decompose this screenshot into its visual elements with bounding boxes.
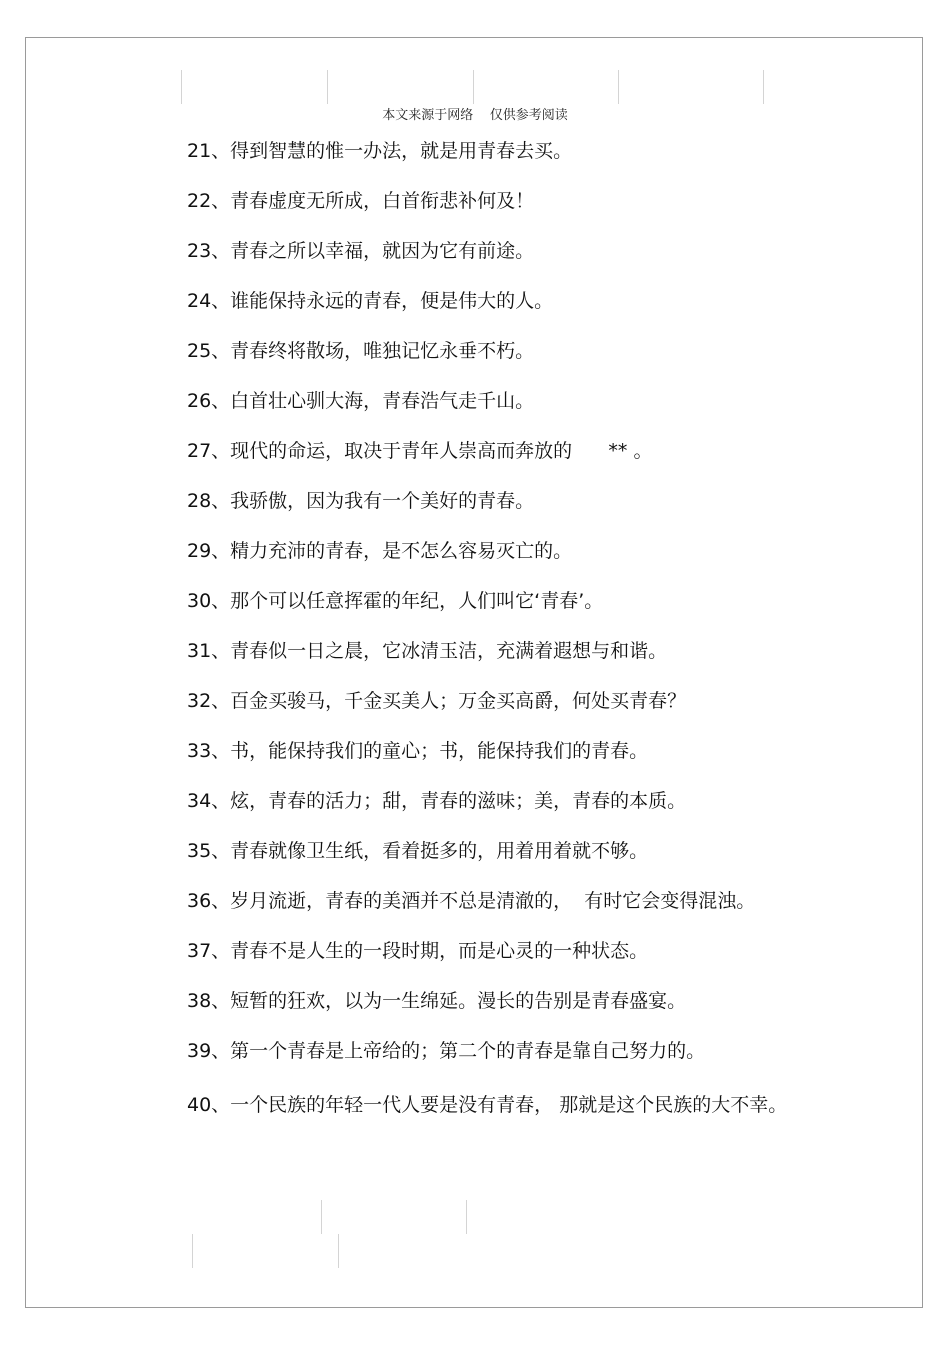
quote-list bbox=[143, 135, 823, 1125]
quote-item: 38、短暂的狂欢，以为一生绵延。漫长的告别是青春盛宴。 bbox=[187, 990, 687, 1012]
source-note: 本文来源于网络 仅供参考阅读 bbox=[382, 108, 568, 123]
quote-item: 32、百金买骏马，千金买美人；万金买高爵，何处买青春？ bbox=[187, 690, 687, 712]
quote-item: 24、谁能保持永远的青春，便是伟大的人。 bbox=[187, 290, 554, 312]
top-rule-1 bbox=[181, 70, 182, 104]
top-rule-3 bbox=[473, 70, 474, 104]
quote-item: 23、青春之所以幸福，就因为它有前途。 bbox=[187, 240, 535, 262]
quote-item: 22、青春虚度无所成，白首衔悲补何及！ bbox=[187, 190, 535, 212]
top-rule-4 bbox=[618, 70, 619, 104]
quote-item: 29、精力充沛的青春，是不怎么容易灭亡的。 bbox=[187, 540, 573, 562]
quote-item: 21、得到智慧的惟一办法，就是用青春去买。 bbox=[187, 140, 573, 162]
quote-item: 39、第一个青春是上帝给的；第二个的青春是靠自己努力的。 bbox=[187, 1040, 706, 1062]
quote-item: 28、我骄傲，因为我有一个美好的青春。 bbox=[187, 490, 535, 512]
quote-item: 34、炫，青春的活力；甜，青春的滋味；美，青春的本质。 bbox=[187, 790, 687, 812]
quote-item: 37、青春不是人生的一段时期，而是心灵的一种状态。 bbox=[187, 940, 649, 962]
quote-item: 31、青春似一日之晨，它冰清玉洁，充满着遐想与和谐。 bbox=[187, 640, 668, 662]
bottom-rule-1 bbox=[321, 1200, 322, 1234]
bottom-rule-3 bbox=[192, 1234, 193, 1268]
top-rule-5 bbox=[763, 70, 764, 104]
quote-item: 25、青春终将散场，唯独记忆永垂不朽。 bbox=[187, 340, 535, 362]
quote-item: 30、那个可以任意挥霍的年纪，人们叫它‘青春’。 bbox=[187, 590, 604, 612]
top-rule-2 bbox=[327, 70, 328, 104]
bottom-rule-2 bbox=[466, 1200, 467, 1234]
quote-item: 27、现代的命运，取决于青年人崇高而奔放的 ** 。 bbox=[187, 440, 653, 462]
quote-item: 35、青春就像卫生纸，看着挺多的，用着用着就不够。 bbox=[187, 840, 649, 862]
bottom-rule-4 bbox=[338, 1234, 339, 1268]
quote-item: 40、一个民族的年轻一代人要是没有青春， 那就是这个民族的大不幸。 bbox=[187, 1094, 788, 1116]
quote-item: 36、岁月流逝，青春的美酒并不总是清澈的， 有时它会变得混浊。 bbox=[187, 890, 756, 912]
quote-item: 33、书，能保持我们的童心；书，能保持我们的青春。 bbox=[187, 740, 649, 762]
quote-item: 26、白首壮心驯大海，青春浩气走千山。 bbox=[187, 390, 535, 412]
